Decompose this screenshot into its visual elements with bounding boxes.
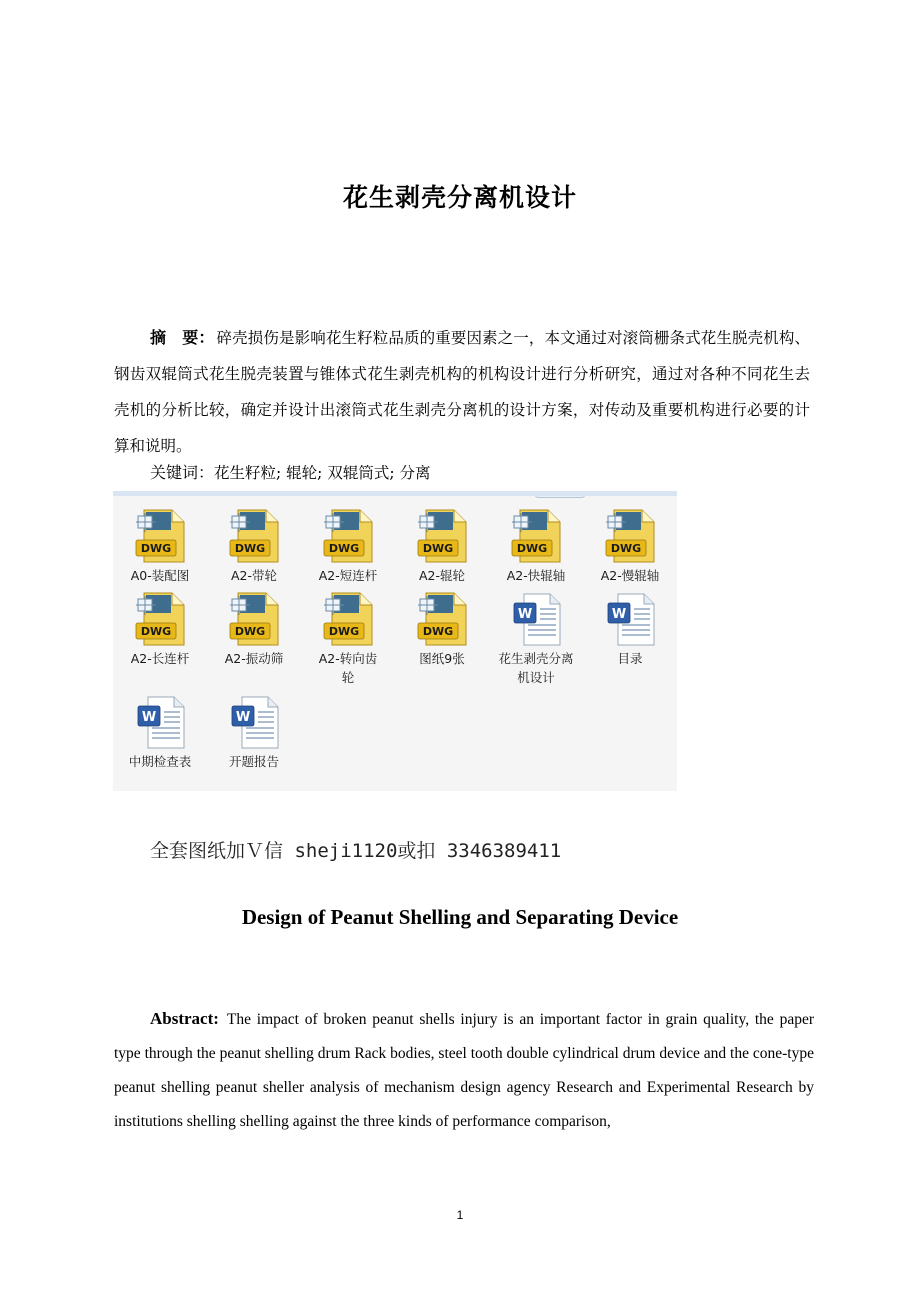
- dwg-file-item[interactable]: [395, 591, 489, 668]
- english-abstract: [114, 1002, 814, 1139]
- svg-text:DWG: DWG: [610, 542, 642, 555]
- svg-text:DWG: DWG: [422, 542, 454, 555]
- abstract-label-en: Abstract:: [150, 1009, 219, 1028]
- file-name-label: 开题报告: [228, 754, 279, 769]
- file-name-label: A2-快辊轴: [506, 568, 566, 583]
- file-name-label: A2-慢辊轴: [600, 568, 660, 583]
- page-number: 1: [456, 1208, 464, 1222]
- dwg-file-item[interactable]: [583, 508, 677, 585]
- word-file-item[interactable]: [489, 591, 583, 687]
- word-file-item[interactable]: [113, 694, 207, 771]
- word-doc-icon: [228, 694, 280, 750]
- svg-text:DWG: DWG: [516, 542, 548, 555]
- scroll-tab: [535, 491, 585, 498]
- svg-text:DWG: DWG: [234, 542, 266, 555]
- dwg-file-item[interactable]: [113, 591, 207, 668]
- dwg-file-icon: [322, 591, 374, 647]
- word-doc-icon: [510, 591, 562, 647]
- file-name-label: A2-带轮: [230, 568, 277, 583]
- dwg-file-item[interactable]: [395, 508, 489, 585]
- dwg-file-item[interactable]: [207, 508, 301, 585]
- contact-watermark: 全套图纸加Ｖ信 sheji1120或扣 3346389411: [150, 840, 562, 862]
- dwg-file-item[interactable]: [301, 508, 395, 585]
- dwg-file-icon: [134, 591, 186, 647]
- file-name-label: A0-装配图: [130, 568, 190, 583]
- dwg-file-icon: [228, 591, 280, 647]
- svg-text:W: W: [517, 607, 533, 622]
- chinese-abstract: [114, 320, 810, 464]
- keywords-label: 关键词：: [150, 463, 215, 482]
- word-doc-icon: [134, 694, 186, 750]
- file-name-label: A2-转向齿轮: [318, 651, 378, 685]
- svg-text:DWG: DWG: [328, 625, 360, 638]
- word-file-item[interactable]: [207, 694, 301, 771]
- file-name-label: 目录: [617, 651, 643, 666]
- dwg-file-item[interactable]: [489, 508, 583, 585]
- keywords-text: 花生籽粒; 辊轮; 双辊筒式; 分离: [214, 464, 431, 482]
- dwg-file-icon: [510, 508, 562, 564]
- file-name-label: 花生剥壳分离机设计: [498, 651, 574, 685]
- dwg-file-icon: [322, 508, 374, 564]
- dwg-file-item[interactable]: [301, 591, 395, 687]
- dwg-file-icon: [228, 508, 280, 564]
- svg-text:DWG: DWG: [140, 542, 172, 555]
- file-name-label: A2-辊轮: [418, 568, 465, 583]
- dwg-file-icon: [604, 508, 656, 564]
- svg-text:W: W: [235, 710, 251, 725]
- abstract-text-en: The impact of broken peanut shells injury is an important factor in grain quality, the paper type through the peanut shelling drum Rack bodies, steel tooth double cylindrical drum device and the cone-type peanut shelling peanut sheller analysis of mechanism design agency Research and Experimental Research by institutions shelling shelling against the three kinds of performance comparison,: [114, 1011, 814, 1130]
- svg-text:W: W: [611, 607, 627, 622]
- word-file-item[interactable]: [583, 591, 677, 668]
- keywords: [150, 460, 430, 486]
- abstract-label-cn: 摘 要：: [150, 328, 215, 347]
- dwg-file-item[interactable]: [207, 591, 301, 668]
- file-name-label: A2-长连杆: [130, 651, 190, 666]
- chinese-title: 花生剥壳分离机设计: [342, 183, 577, 212]
- file-name-label: A2-振动筛: [224, 651, 284, 666]
- dwg-file-item[interactable]: [113, 508, 207, 585]
- svg-text:DWG: DWG: [422, 625, 454, 638]
- file-name-label: 中期检查表: [128, 754, 192, 769]
- file-name-label: A2-短连杆: [318, 568, 378, 583]
- dwg-file-icon: [416, 591, 468, 647]
- svg-text:DWG: DWG: [140, 625, 172, 638]
- word-doc-icon: [604, 591, 656, 647]
- svg-text:DWG: DWG: [234, 625, 266, 638]
- dwg-file-icon: [416, 508, 468, 564]
- file-explorer-screenshot: [113, 491, 677, 791]
- svg-text:DWG: DWG: [328, 542, 360, 555]
- file-name-label: 图纸9张: [419, 651, 465, 666]
- dwg-file-icon: [134, 508, 186, 564]
- english-title: Design of Peanut Shelling and Separating Device: [241, 905, 679, 929]
- svg-text:W: W: [141, 710, 157, 725]
- abstract-text-cn: 碎壳损伤是影响花生籽粒品质的重要因素之一，本文通过对滚筒栅条式花生脱壳机构、钢齿双辊筒式花生脱壳装置与锥体式花生剥壳机构的机构设计进行分析研究，通过对各种不同花生去壳机的分析比较，确定并设计出滚筒式花生剥壳分离机的设计方案，对传动及重要机构进行必要的计算和说明。: [114, 329, 810, 455]
